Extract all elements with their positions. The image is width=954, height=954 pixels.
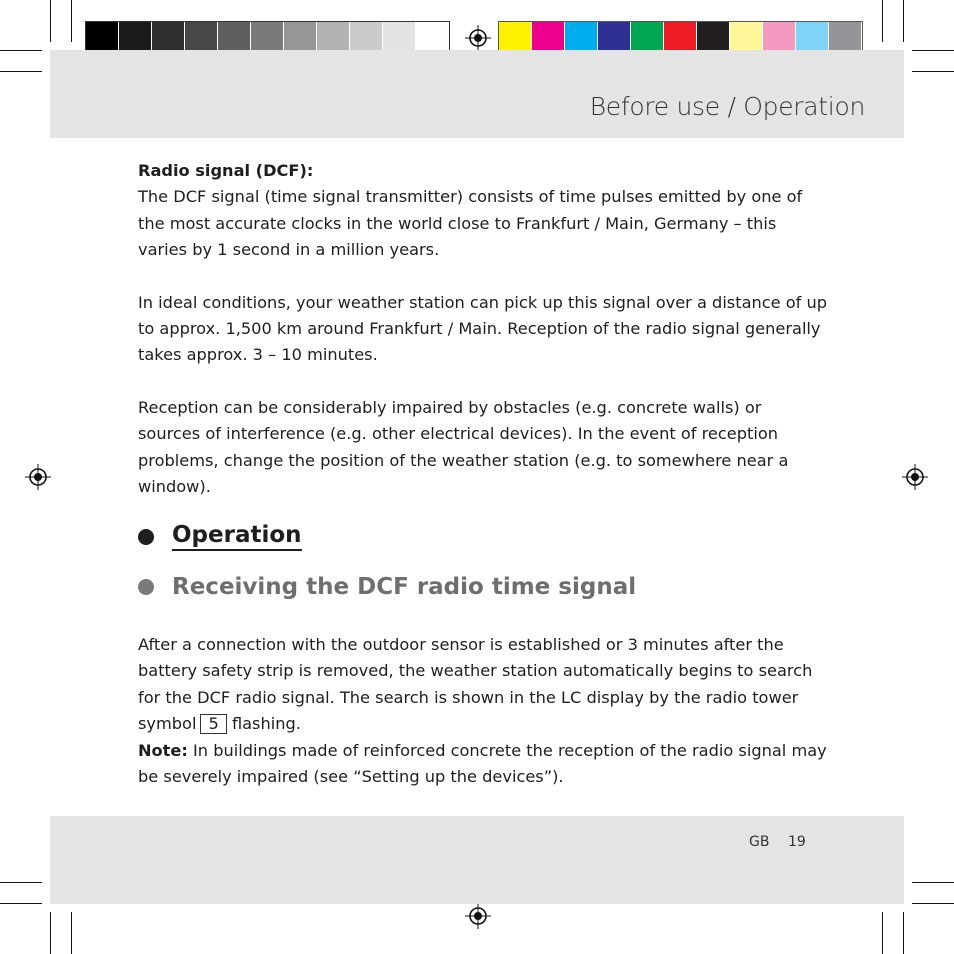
paragraph: Reception can be considerably impaired by obstacles (e.g. concrete walls) or sources of interference (e.g. other electrical devices). In the event of reception problems, change the position of the weather station (e.g. to somewhere near a window). [138,397,789,497]
registration-mark-icon [902,464,928,490]
crop-mark [0,882,42,883]
crop-mark [903,912,904,954]
note-label: Note: [138,740,188,760]
footer-band [50,816,904,904]
crop-mark [50,912,51,954]
heading-text: Operation [172,522,302,551]
crop-mark [71,912,72,954]
crop-mark [882,0,883,42]
crop-mark [0,71,42,72]
paragraph [138,632,828,738]
paragraph-text: After a connection with the outdoor sensor is established or 3 minutes after the battery safety strip is removed, the weather station automatically begins to search for the DCF radio signal. The search is shown in the LC display by the radio tower symbol [138,635,813,734]
crop-mark [71,0,72,42]
dcf-subheading [138,574,636,600]
registration-mark-icon [25,464,51,490]
radio-signal-section [138,158,828,500]
crop-mark [912,50,954,51]
page-number: 19 [788,834,806,850]
crop-mark [50,0,51,42]
heading-text: Receiving the DCF radio time signal [172,574,637,600]
crop-mark [882,912,883,954]
bullet-icon [138,529,154,545]
paragraph-text: flashing. [231,714,301,734]
crop-mark [0,903,42,904]
crop-mark [912,903,954,904]
note-paragraph [138,738,828,791]
registration-mark-icon [465,903,491,929]
crop-mark [912,71,954,72]
operation-section [138,632,828,790]
page-title: Before use / Operation [589,92,865,121]
note-text: In buildings made of reinforced concrete the reception of the radio signal may be severely impaired (see “Setting up the devices”). [138,740,827,787]
operation-heading [138,522,302,551]
bullet-icon [138,579,154,595]
crop-mark [912,882,954,883]
section-heading: Radio signal (DCF): [138,161,314,180]
registration-mark-icon [465,25,491,51]
paragraph: The DCF signal (time signal transmitter) consists of time pulses emitted by one of the most accurate clocks in the world close to Frankfurt / Main, Germany – this varies by 1 second in a million years. [138,187,803,260]
paragraph: In ideal conditions, your weather station can pick up this signal over a distance of up to approx. 1,500 km around Frankfurt / Main. Reception of the radio signal generally takes approx. 3 – 10 minutes. [138,292,828,365]
crop-mark [903,0,904,42]
reference-number-box: 5 [200,714,226,734]
crop-mark [0,50,42,51]
language-code: GB [749,834,770,850]
